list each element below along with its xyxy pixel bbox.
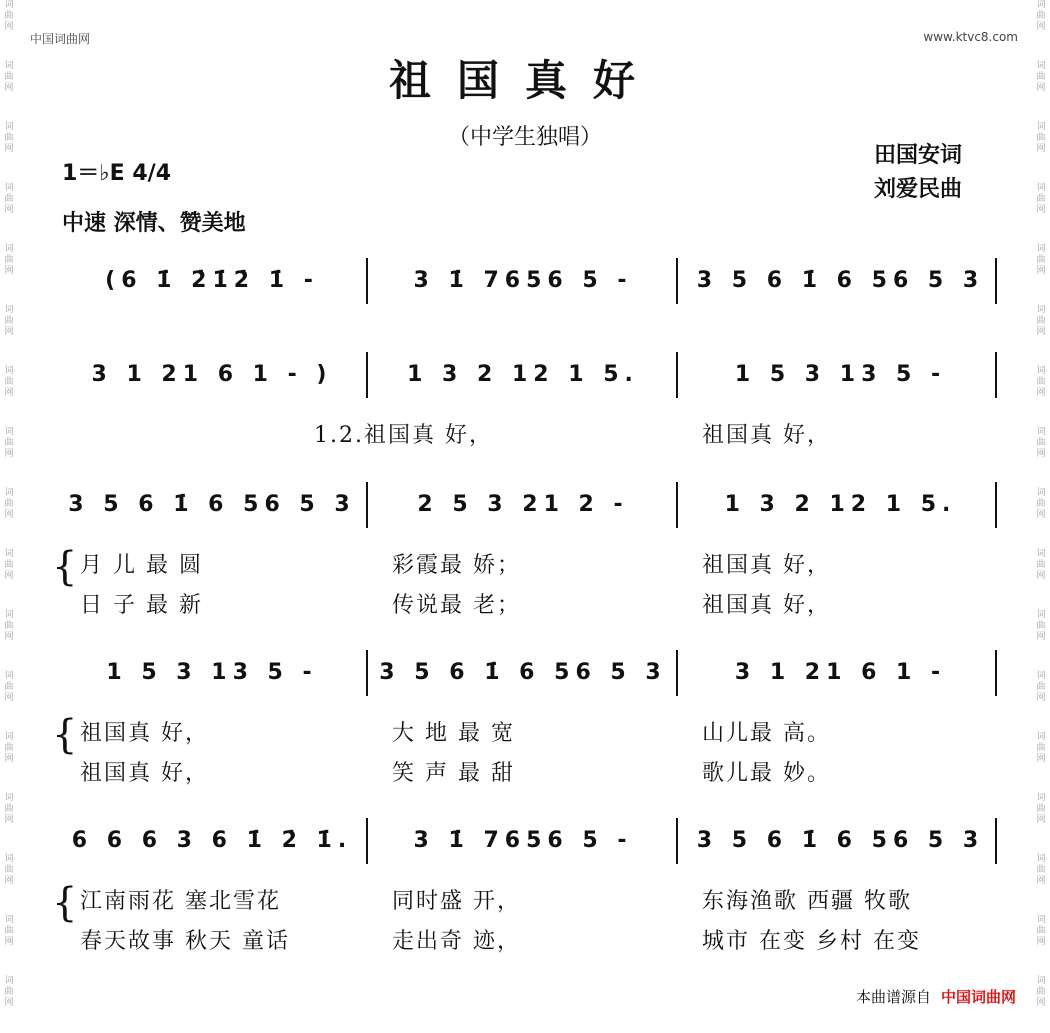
measure-notes: 1 5 3 13 5 - — [106, 660, 318, 685]
watermark-text: 词曲网 — [4, 732, 14, 764]
measure — [62, 818, 362, 858]
measure-notes: (6 1̇ 2̇1̇2̇ 1̇ - — [105, 268, 319, 293]
watermark-text: 词曲网 — [4, 854, 14, 886]
footer-site: 中国词曲网 — [940, 988, 1016, 1006]
bar-line — [366, 258, 368, 304]
lyric-segment: 祖国真 好， — [80, 721, 209, 746]
watermark-text: 词曲网 — [1036, 183, 1046, 215]
composer-credit: 刘爱民曲 — [874, 176, 963, 202]
measure-notes: 3 5 6 1̇ 6 56 5 3 — [379, 660, 667, 685]
watermark-text: 词曲网 — [4, 183, 14, 215]
watermark-text: 词曲网 — [4, 915, 14, 947]
measure — [374, 482, 672, 522]
watermark-text: 词曲网 — [1036, 671, 1046, 703]
watermark-text: 词曲网 — [4, 122, 14, 154]
measure — [374, 650, 672, 690]
measure-notes: 3 1 21 6 1 - — [734, 660, 947, 685]
song-subtitle: （中学生独唱） — [447, 125, 602, 150]
tempo-marking: 中速 深情、赞美地 — [62, 211, 246, 236]
lyric-segment: 城市 在变 乡村 在变 — [702, 929, 921, 954]
watermark-text: 词曲网 — [1036, 854, 1046, 886]
lyric-segment: 江南雨花 塞北雪花 — [80, 889, 281, 914]
measure — [374, 818, 672, 858]
bar-line — [995, 352, 997, 398]
measure-notes: 3 5 6 1̇ 6 56 5 3 — [68, 492, 356, 517]
watermark-text: 词曲网 — [4, 61, 14, 93]
measure-notes: 1 5 3 13 5 - — [734, 362, 947, 387]
measure — [62, 650, 362, 690]
watermark-text: 词曲网 — [1036, 0, 1046, 32]
watermark-text: 词曲网 — [4, 244, 14, 276]
watermark-text: 词曲网 — [1036, 976, 1046, 1008]
staff-line — [62, 352, 997, 400]
watermark-text: 词曲网 — [4, 671, 14, 703]
measure — [62, 352, 362, 392]
measure — [684, 258, 997, 298]
watermark-text: 词曲网 — [1036, 488, 1046, 520]
key-signature: 1＝♭E 4/4 — [62, 161, 172, 186]
bar-line — [366, 650, 368, 696]
measure-notes: 3 1̇ 7656 5 - — [413, 268, 633, 293]
lyric-segment: 1.2.祖国真 好， — [314, 423, 493, 448]
watermark-left — [2, 0, 16, 1033]
score-row — [52, 482, 997, 652]
staff-line — [62, 258, 997, 306]
lyric-segment: 笑 声 最 甜 — [392, 761, 515, 786]
lyric-segment: 歌儿最 妙。 — [702, 761, 831, 786]
score-row — [52, 650, 997, 820]
watermark-text: 词曲网 — [1036, 732, 1046, 764]
song-title: 祖国真好 — [388, 56, 661, 105]
staff-line — [62, 650, 997, 698]
verse-brace: { — [52, 880, 78, 926]
measure — [684, 352, 997, 392]
measure — [374, 258, 672, 298]
watermark-text: 词曲网 — [1036, 610, 1046, 642]
measure-notes: 3 1 21 6 1 - ) — [91, 362, 333, 387]
bar-line — [676, 818, 678, 864]
watermark-text: 词曲网 — [4, 305, 14, 337]
watermark-text: 词曲网 — [4, 610, 14, 642]
lyric-segment: 春天故事 秋天 童话 — [80, 929, 290, 954]
measure-notes: 3 1̇ 7656 5 - — [413, 828, 633, 853]
lyric-segment: 彩霞最 娇； — [392, 553, 521, 578]
watermark-text: 词曲网 — [1036, 366, 1046, 398]
measure-notes: 3 5 6 1̇ 6 56 5 3 — [696, 828, 985, 853]
measure — [62, 482, 362, 522]
measure-notes: 6 6 6 3 6 1̇ 2̇ 1̇. — [71, 828, 353, 853]
bar-line — [676, 258, 678, 304]
watermark-text: 词曲网 — [4, 427, 14, 459]
watermark-text: 词曲网 — [1036, 549, 1046, 581]
watermark-text: 词曲网 — [1036, 427, 1046, 459]
site-name-header: 中国词曲网 — [30, 32, 91, 46]
bar-line — [366, 818, 368, 864]
watermark-text: 词曲网 — [1036, 793, 1046, 825]
staff-line — [62, 482, 997, 530]
lyric-segment: 日 子 最 新 — [80, 593, 203, 618]
score-row — [52, 818, 997, 988]
lyric-segment: 传说最 老； — [392, 593, 521, 618]
lyric-segment: 祖国真 好， — [702, 423, 831, 448]
measure — [684, 482, 997, 522]
watermark-text: 词曲网 — [4, 549, 14, 581]
footer-source: 本曲谱源自 — [855, 988, 931, 1006]
bar-line — [676, 482, 678, 528]
measure-notes: 3 5 6 1̇ 6 56 5 3 — [696, 268, 985, 293]
bar-line — [995, 258, 997, 304]
watermark-text: 词曲网 — [1036, 61, 1046, 93]
bar-line — [366, 352, 368, 398]
bar-line — [995, 650, 997, 696]
bar-line — [995, 482, 997, 528]
lyric-segment: 东海渔歌 西疆 牧歌 — [702, 889, 912, 914]
lyric-segment: 祖国真 好， — [702, 553, 831, 578]
bar-line — [995, 818, 997, 864]
lyric-segment: 大 地 最 宽 — [392, 721, 515, 746]
watermark-text: 词曲网 — [4, 488, 14, 520]
watermark-text: 词曲网 — [4, 0, 14, 32]
lyric-segment: 祖国真 好， — [702, 593, 831, 618]
watermark-text: 词曲网 — [1036, 244, 1046, 276]
lyric-segment: 月 儿 最 圆 — [80, 553, 203, 578]
measure — [684, 818, 997, 858]
measure-notes: 1 3 2 12 1 5. — [724, 492, 957, 517]
measure — [374, 352, 672, 392]
watermark-text: 词曲网 — [4, 366, 14, 398]
verse-brace: { — [52, 544, 78, 590]
bar-line — [676, 352, 678, 398]
footer — [856, 986, 1016, 1007]
site-url-header: www.ktvc8.com — [923, 30, 1018, 44]
watermark-text: 词曲网 — [4, 793, 14, 825]
measure-notes: 1 3 2 12 1 5. — [407, 362, 639, 387]
watermark-right — [1034, 0, 1048, 1033]
bar-line — [366, 482, 368, 528]
lyricist-credit: 田国安词 — [874, 142, 963, 168]
bar-line — [676, 650, 678, 696]
watermark-text: 词曲网 — [1036, 305, 1046, 337]
watermark-text: 词曲网 — [1036, 915, 1046, 947]
staff-line — [62, 818, 997, 866]
lyric-segment: 走出奇 迹， — [392, 929, 521, 954]
lyric-segment: 祖国真 好， — [80, 761, 209, 786]
verse-brace: { — [52, 712, 78, 758]
lyric-segment: 山儿最 高。 — [702, 721, 831, 746]
measure — [684, 650, 997, 690]
measure — [62, 258, 362, 298]
lyric-segment: 同时盛 开， — [392, 889, 521, 914]
measure-notes: 2 5 3 21 2 - — [417, 492, 629, 517]
watermark-text: 词曲网 — [4, 976, 14, 1008]
watermark-text: 词曲网 — [1036, 122, 1046, 154]
